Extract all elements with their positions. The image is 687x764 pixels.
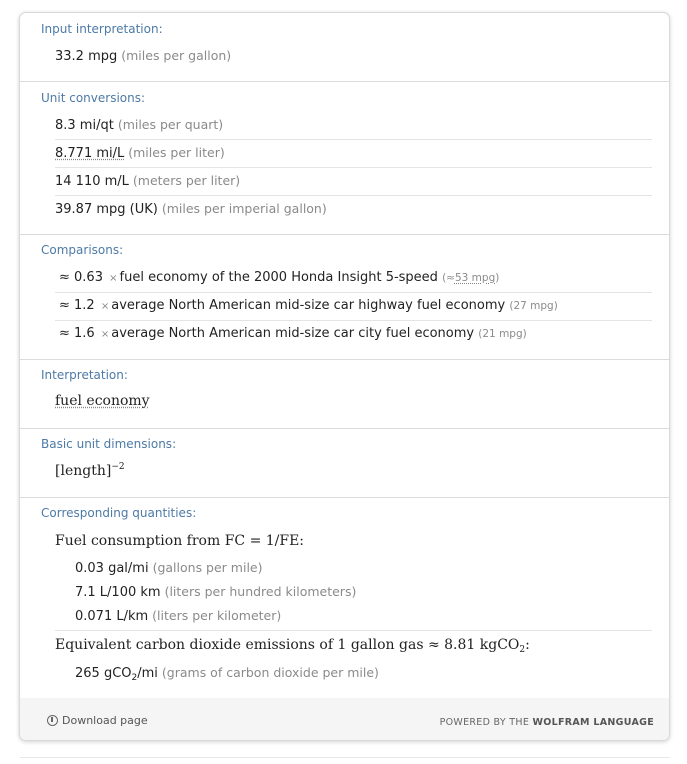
- pod-title: Unit conversions:: [41, 91, 146, 105]
- pod-basic-unit-dimensions: [20, 428, 669, 498]
- comparison-text: average North American mid-size car city fuel economy: [111, 326, 475, 341]
- pod-comparisons: [20, 234, 669, 360]
- comparison-row: [59, 270, 499, 285]
- quantity-desc: (gallons per mile): [152, 560, 263, 575]
- powered-by-label: POWERED BY THE WOLFRAM LANGUAGE: [439, 717, 654, 728]
- conversion-desc: (miles per liter): [128, 145, 225, 160]
- download-icon: [47, 715, 58, 726]
- wolfram-language-brand: WOLFRAM LANGUAGE: [532, 717, 654, 728]
- pod-title: Corresponding quantities:: [41, 506, 197, 520]
- row-divider: [55, 292, 652, 293]
- pod-unit-conversions: [20, 81, 669, 235]
- co2-quantity-row: [75, 665, 379, 683]
- pod-input-interpretation: [20, 13, 669, 82]
- download-page-link[interactable]: [47, 714, 148, 727]
- quantity-desc: (liters per hundred kilometers): [164, 584, 357, 599]
- times-symbol: ×: [100, 329, 110, 340]
- pod-title: Comparisons:: [41, 243, 124, 257]
- comparison-factor: ≈ 1.2: [59, 298, 95, 313]
- row-divider: [55, 320, 652, 321]
- comparison-ref-value: 21 mpg: [482, 328, 523, 340]
- conversion-desc: (meters per liter): [132, 173, 241, 188]
- dimension-exponent: −2: [111, 462, 125, 472]
- comparison-factor: ≈ 1.6: [59, 326, 95, 341]
- results-footer: [20, 698, 669, 741]
- comparison-ref: (21 mpg): [478, 328, 527, 340]
- conversion-row: [55, 173, 240, 189]
- quantity-value: 0.03 gal/mi: [75, 561, 149, 576]
- conversion-value: 39.87 mpg (UK): [55, 202, 158, 217]
- comparison-row: [59, 326, 527, 341]
- pod-title: Interpretation:: [41, 368, 128, 382]
- row-divider: [55, 139, 652, 140]
- comparison-ref: (27 mpg): [509, 300, 558, 312]
- quantity-value: 7.1 L/100 km: [75, 585, 161, 600]
- pod-interpretation: [20, 359, 669, 429]
- quantity-row: [75, 584, 356, 600]
- quantity-value: 265 gCO$_2$/mi: [75, 666, 158, 683]
- comparison-text: fuel economy of the 2000 Honda Insight 5-speed: [119, 270, 438, 285]
- input-desc: (miles per gallon): [121, 48, 232, 63]
- row-divider: [55, 630, 652, 631]
- interpretation-link[interactable]: fuel economy: [55, 393, 150, 409]
- results-card: [19, 12, 670, 741]
- co2-heading: Equivalent carbon dioxide emissions of 1 gallon gas ≈ 8.81 kgCO$_2$:: [55, 637, 530, 655]
- pod-title: Basic unit dimensions:: [41, 437, 177, 451]
- download-label: Download page: [62, 714, 148, 727]
- quantity-desc: (liters per kilometer): [152, 608, 282, 623]
- comparison-ref-value: 27 mpg: [513, 300, 554, 312]
- conversion-value-link[interactable]: 8.771 mi/L: [55, 146, 125, 161]
- row-divider: [55, 195, 652, 196]
- comparison-row: [59, 298, 558, 313]
- pod-title: Input interpretation:: [41, 22, 163, 36]
- quantity-row: [75, 560, 262, 576]
- input-value-row: [55, 48, 231, 64]
- row-divider: [55, 167, 652, 168]
- dimension-base: [length]: [55, 463, 112, 479]
- comparison-ref: (≈53 mpg): [442, 272, 500, 284]
- conversion-value: 8.3 mi/qt: [55, 118, 114, 133]
- comparison-ref-link[interactable]: 53 mpg: [454, 272, 496, 284]
- dimension-value: [55, 462, 125, 479]
- pod-corresponding-quantities: [20, 497, 669, 699]
- times-symbol: ×: [109, 273, 118, 284]
- conversion-value: 14 110 m/L: [55, 174, 129, 189]
- input-value: 33.2 mpg: [55, 49, 118, 64]
- conversion-row: [55, 117, 223, 133]
- comparison-factor: ≈ 0.63: [59, 270, 103, 285]
- page-divider: [20, 757, 670, 758]
- fuel-consumption-heading: Fuel consumption from FC = 1/FE:: [55, 533, 305, 549]
- conversion-row[interactable]: [55, 145, 225, 161]
- quantity-value: 0.071 L/km: [75, 609, 149, 624]
- times-symbol: ×: [100, 301, 110, 312]
- quantity-row: [75, 608, 281, 624]
- comparison-text: average North American mid-size car highway fuel economy: [111, 298, 506, 313]
- conversion-row: [55, 201, 327, 217]
- quantity-desc: (grams of carbon dioxide per mile): [161, 665, 379, 680]
- conversion-desc: (miles per imperial gallon): [161, 201, 327, 216]
- conversion-desc: (miles per quart): [117, 117, 224, 132]
